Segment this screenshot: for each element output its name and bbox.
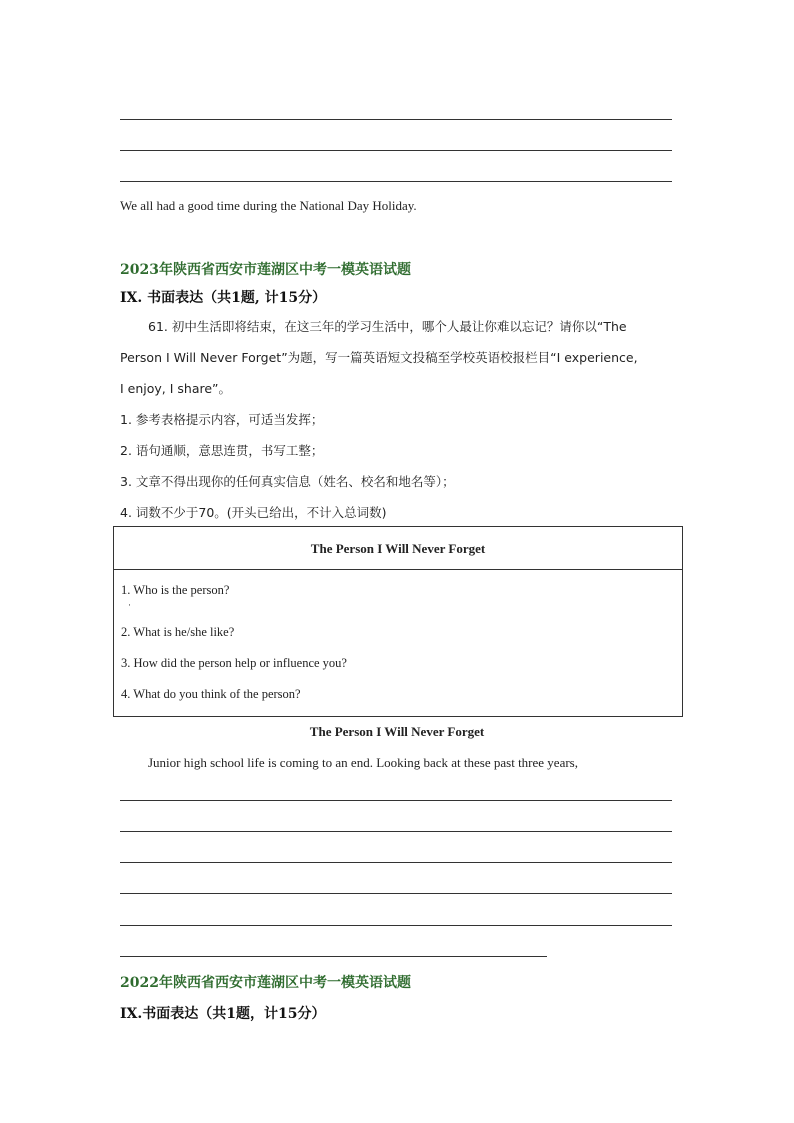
section-title-2023: 2023年陕西省西安市莲湖区中考一模英语试题 [120, 262, 411, 278]
closing-sentence: We all had a good time during the National Day Holiday. [120, 198, 417, 213]
writing-line [120, 119, 672, 120]
table-item: 3. How did the person help or influence you? [121, 656, 347, 670]
writing-line [120, 925, 672, 926]
table-item: 4. What do you think of the person? [121, 687, 301, 701]
requirement-2: 2. 语句通顺，意思连贯，书写工整； [120, 443, 324, 458]
writing-line [120, 893, 672, 894]
writing-line [120, 831, 672, 832]
writing-line [120, 800, 672, 801]
table-dot: · [128, 600, 131, 610]
requirement-4: 4. 词数不少于70。(开头已给出，不计入总词数) [120, 505, 387, 520]
writing-line [120, 862, 672, 863]
essay-opening: Junior high school life is coming to an end. Looking back at these past three years, [148, 755, 578, 770]
prompt-line-3: I enjoy, I share”。 [120, 381, 232, 396]
requirement-3: 3. 文章不得出现你的任何真实信息（姓名、校名和地名等）； [120, 474, 455, 489]
part-heading-2022: IX.书面表达（共1题，计15分） [120, 1006, 326, 1022]
prompt-table [113, 526, 683, 717]
part-heading-2023: IX. 书面表达（共1题, 计15分） [120, 290, 327, 306]
writing-line [120, 956, 547, 957]
table-title: The Person I Will Never Forget [310, 541, 486, 556]
essay-title: The Person I Will Never Forget [309, 724, 485, 739]
table-item: 2. What is he/she like? [121, 625, 235, 639]
writing-line [120, 181, 672, 182]
section-title-2022: 2022年陕西省西安市莲湖区中考一模英语试题 [120, 975, 411, 991]
prompt-line-1: 61. 初中生活即将结束，在这三年的学习生活中，哪个人最让你难以忘记？请你以“The [148, 319, 627, 334]
writing-line [120, 150, 672, 151]
prompt-line-2: Person I Will Never Forget”为题，写一篇英语短文投稿至学校英语校报栏目“I experience, [120, 350, 638, 365]
requirement-1: 1. 参考表格提示内容，可适当发挥； [120, 412, 324, 427]
table-divider [114, 569, 682, 570]
table-item: 1. Who is the person? [121, 583, 230, 597]
